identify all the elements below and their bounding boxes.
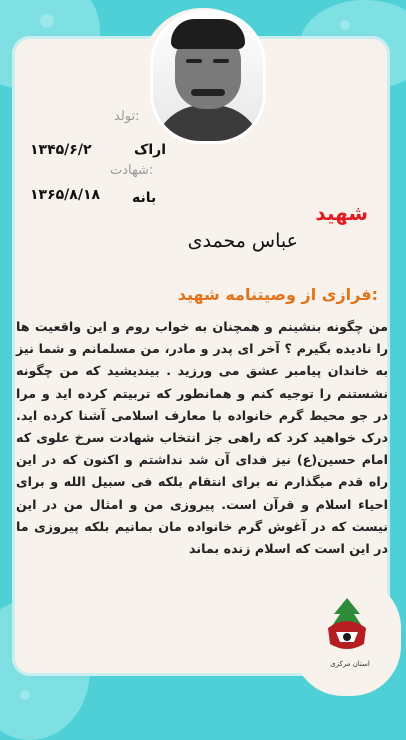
foundation-logo-icon <box>314 592 380 668</box>
section-title: فرازی از وصیتنامه شهید: <box>177 285 378 304</box>
martyr-name: عباس محمدی <box>187 230 298 252</box>
logo-caption: استان مرکزی <box>330 660 370 668</box>
background-dot <box>20 690 30 700</box>
birth-place: اراک <box>134 142 166 158</box>
background-dot <box>40 14 54 28</box>
birth-date: ۱۳۴۵/۶/۲ <box>30 142 92 158</box>
martyrdom-place: بانه <box>132 190 157 206</box>
background-dot <box>340 20 350 30</box>
rank-title: شهید <box>315 201 368 225</box>
martyrdom-date: ۱۳۶۵/۸/۱۸ <box>30 187 101 203</box>
birth-label: تولد: <box>114 109 140 124</box>
martyrdom-label: شهادت: <box>110 163 154 178</box>
martyr-photo <box>150 10 266 144</box>
will-excerpt: من چگونه بنشینم و همچنان به خواب روم و این واقعیت ها را نادیده بگیرم ؟ آخر ای پدر و مادر، من مسلمانم و شما نیز به خاندان پیامبر عشق می ورزید . بیندیشید که من چگونه نشستنم را توجیه کنم و همانطور که تربیتم کرده اید و مرا در جو محیط گرم خانواده با معارف اسلامی آشنا کرده اید. درک خواهید کرد که راهی جز انتخاب شهادت سرخ علوی که امام حسین(ع) نیز فدای آن شد نداشتم و اکنون که در این راه قدم میگذارم نه برای انتقام بلکه فی سبیل الله و برای احیاء اسلام و قرآن است. پیروزی من و امثال من در این نیست که در آغوش گرم خانواده مان بمانیم بلکه پیروزی ما در این است که اسلام زنده بماند <box>16 319 388 557</box>
